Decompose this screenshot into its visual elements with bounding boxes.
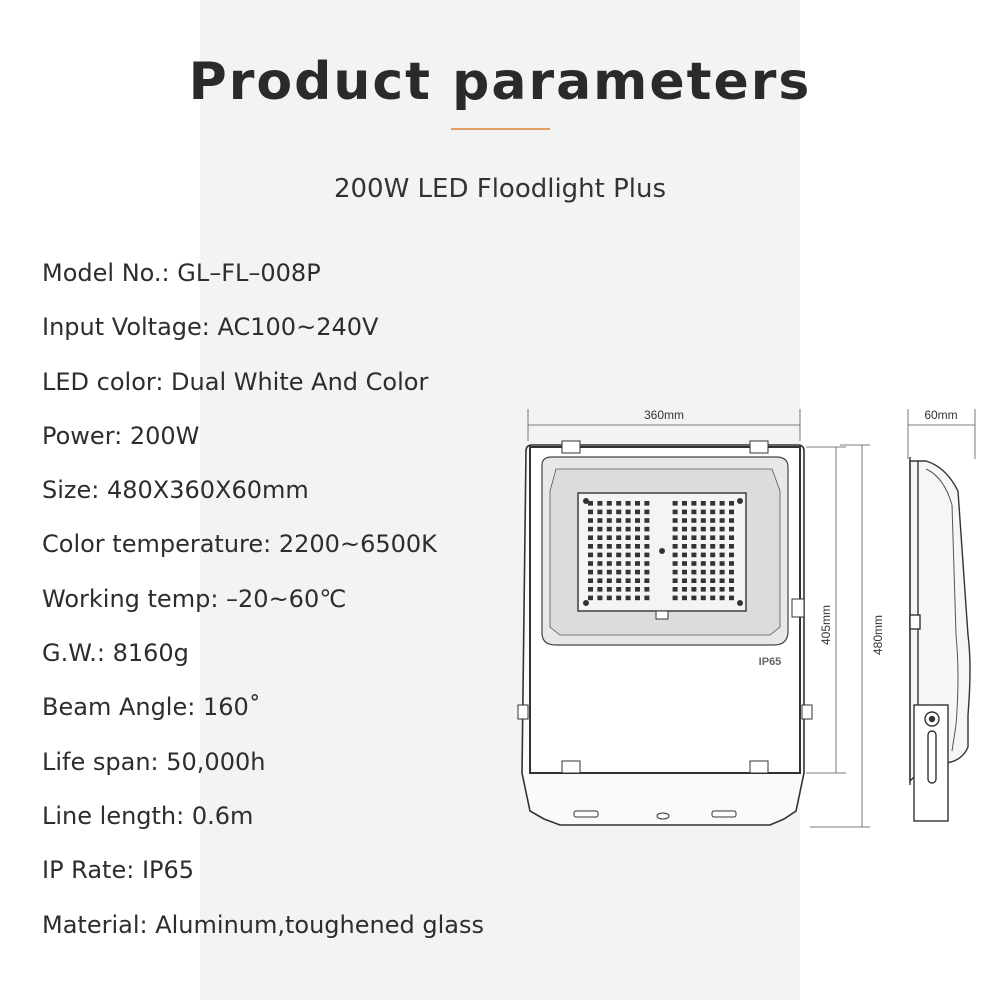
spec-row: [42, 363, 484, 417]
spec-label: Model No.: [42, 259, 162, 287]
spec-separator: :: [139, 910, 156, 939]
led-chip: [720, 578, 725, 583]
spec-value: 480X360X60mm: [106, 476, 309, 505]
spec-separator: :: [114, 421, 130, 450]
led-chip: [588, 570, 593, 575]
depth-label: 60mm: [924, 408, 958, 422]
led-chip: [710, 596, 715, 601]
led-chip: [597, 587, 602, 592]
led-chip: [635, 578, 640, 583]
led-chip: [701, 535, 706, 540]
led-chip: [588, 544, 593, 549]
led-chip: [607, 587, 612, 592]
led-chip: [635, 544, 640, 549]
spec-row: [42, 851, 484, 905]
led-chip: [635, 553, 640, 558]
spec-row: [42, 634, 484, 688]
led-chip: [691, 561, 696, 566]
led-chip: [644, 570, 649, 575]
led-chip: [597, 596, 602, 601]
spec-row: [42, 471, 484, 525]
led-chip: [626, 535, 631, 540]
spec-list: [42, 254, 484, 960]
led-chip: [673, 527, 678, 532]
led-chip: [720, 501, 725, 506]
led-chip: [607, 518, 612, 523]
led-chip: [597, 570, 602, 575]
led-chip: [720, 553, 725, 558]
led-chip: [607, 578, 612, 583]
led-chip: [701, 501, 706, 506]
led-chip: [729, 544, 734, 549]
spec-separator: :: [91, 476, 107, 505]
led-chip: [682, 553, 687, 558]
led-chip: [626, 570, 631, 575]
spec-separator: :: [176, 801, 192, 830]
spec-value: GL–FL–008P: [177, 259, 321, 287]
led-chip: [729, 553, 734, 558]
led-chip: [701, 544, 706, 549]
spec-label: G.W.: [42, 639, 97, 668]
ip-badge: IP65: [758, 656, 782, 668]
led-chip: [701, 596, 706, 601]
led-chip: [710, 578, 715, 583]
led-chip: [729, 518, 734, 523]
led-chip: [616, 501, 621, 506]
led-chip: [673, 587, 678, 592]
led-chip: [616, 518, 621, 523]
led-chip: [616, 527, 621, 532]
led-chip: [597, 527, 602, 532]
led-chip: [720, 527, 725, 532]
led-chip: [635, 587, 640, 592]
led-chip: [626, 501, 631, 506]
led-chip: [710, 553, 715, 558]
led-chip: [607, 510, 612, 515]
spec-value: 8160g: [112, 639, 189, 668]
led-chip: [588, 518, 593, 523]
led-chip: [720, 596, 725, 601]
inner-height-label: 405mm: [819, 604, 833, 646]
led-chip: [682, 587, 687, 592]
led-chip: [682, 561, 687, 566]
spec-value: Aluminum,toughened glass: [155, 910, 484, 939]
led-chip: [626, 544, 631, 549]
led-chip: [729, 527, 734, 532]
led-chip: [626, 578, 631, 583]
led-chip: [673, 518, 678, 523]
spec-row: [42, 308, 484, 362]
spec-row: [42, 688, 484, 742]
led-chip: [701, 510, 706, 515]
spec-row: [42, 906, 484, 960]
led-chip: [710, 510, 715, 515]
led-chip: [720, 535, 725, 540]
spec-row: [42, 797, 484, 851]
led-chip: [597, 578, 602, 583]
total-height-label: 480mm: [871, 614, 885, 656]
led-chip: [616, 535, 621, 540]
led-chip: [635, 510, 640, 515]
led-chip: [720, 510, 725, 515]
led-chip: [626, 553, 631, 558]
spec-value: IP65: [141, 856, 195, 885]
led-chip: [710, 561, 715, 566]
page-title: Product parameters: [188, 52, 812, 112]
led-chip: [729, 561, 734, 566]
spec-label: Life span: [42, 747, 151, 776]
led-chip: [682, 578, 687, 583]
led-chip: [710, 501, 715, 506]
spec-value: –20~60℃: [226, 584, 347, 613]
spec-label: Input Voltage: [42, 313, 202, 342]
spec-separator: :: [210, 584, 227, 613]
led-chip: [682, 501, 687, 506]
spec-row: [42, 743, 484, 797]
led-chip: [701, 561, 706, 566]
led-chip: [644, 501, 649, 506]
led-chip: [626, 527, 631, 532]
led-chip: [616, 544, 621, 549]
led-chip: [597, 518, 602, 523]
spec-separator: :: [155, 367, 172, 396]
led-chip: [682, 596, 687, 601]
led-chip: [691, 544, 696, 549]
led-chip: [607, 596, 612, 601]
led-chip: [729, 570, 734, 575]
led-chip: [729, 578, 734, 583]
led-chip: [597, 501, 602, 506]
led-chip: [607, 527, 612, 532]
led-chip: [691, 553, 696, 558]
led-chip: [701, 518, 706, 523]
led-chip: [682, 518, 687, 523]
led-chip: [607, 570, 612, 575]
led-chip: [635, 501, 640, 506]
led-chip: [673, 596, 678, 601]
led-chip: [682, 570, 687, 575]
led-chip: [616, 570, 621, 575]
led-chip: [720, 518, 725, 523]
led-chip: [607, 553, 612, 558]
led-chip: [597, 544, 602, 549]
spec-label: Working temp: [42, 584, 211, 613]
led-chip: [729, 510, 734, 515]
spec-separator: :: [96, 639, 113, 668]
led-chip: [720, 570, 725, 575]
led-chip: [710, 518, 715, 523]
side-view: [910, 457, 970, 821]
led-chip: [626, 587, 631, 592]
led-chip: [635, 570, 640, 575]
led-chip: [635, 518, 640, 523]
product-diagram: [500, 395, 990, 840]
led-chip: [682, 535, 687, 540]
led-chip: [626, 518, 631, 523]
led-chip: [691, 587, 696, 592]
spec-label: IP Rate: [42, 856, 127, 885]
led-chip: [588, 561, 593, 566]
spec-value: 160˚: [202, 693, 261, 722]
led-chip: [710, 527, 715, 532]
led-chip: [691, 527, 696, 532]
led-chip: [691, 501, 696, 506]
led-chip: [607, 535, 612, 540]
led-chip: [616, 561, 621, 566]
led-chip: [701, 578, 706, 583]
spec-label: Material: [42, 910, 140, 939]
spec-value: Dual White And Color: [171, 367, 429, 396]
led-chip: [626, 510, 631, 515]
led-chip: [626, 596, 631, 601]
led-chip: [710, 544, 715, 549]
led-chip: [720, 561, 725, 566]
led-chip: [710, 570, 715, 575]
led-chip: [682, 527, 687, 532]
led-chip: [691, 596, 696, 601]
led-chip: [597, 535, 602, 540]
led-chip: [710, 535, 715, 540]
led-chip: [597, 561, 602, 566]
led-chip: [710, 587, 715, 592]
led-chip: [729, 596, 734, 601]
width-label: 360mm: [643, 408, 685, 422]
led-chip: [616, 587, 621, 592]
led-chip: [691, 535, 696, 540]
led-chip: [635, 596, 640, 601]
led-chip: [597, 553, 602, 558]
floodlight-drawing: [500, 395, 990, 840]
led-chip: [701, 553, 706, 558]
spec-label: Beam Angle: [42, 693, 188, 722]
spec-label: Color temperature: [42, 530, 264, 559]
led-chip: [644, 510, 649, 515]
led-chip: [588, 553, 593, 558]
led-chip: [616, 510, 621, 515]
spec-separator: :: [263, 530, 279, 559]
spec-row: [42, 254, 484, 308]
led-chip: [644, 596, 649, 601]
led-chip: [682, 544, 687, 549]
led-chip: [644, 553, 649, 558]
led-chip: [635, 535, 640, 540]
led-chip: [588, 596, 593, 601]
led-chip: [626, 561, 631, 566]
spec-row: [42, 580, 484, 634]
spec-value: 200W: [129, 421, 200, 450]
led-chip: [720, 544, 725, 549]
spec-value: 50,000h: [166, 747, 266, 776]
led-chip: [644, 535, 649, 540]
led-chip: [635, 561, 640, 566]
led-chip: [701, 587, 706, 592]
led-chip: [644, 544, 649, 549]
led-chip: [644, 578, 649, 583]
led-chip: [673, 578, 678, 583]
led-chip: [607, 501, 612, 506]
led-chip: [673, 535, 678, 540]
led-chip: [701, 527, 706, 532]
led-chip: [673, 501, 678, 506]
spec-separator: :: [187, 693, 203, 722]
spec-separator: :: [201, 313, 218, 342]
led-chip: [644, 587, 649, 592]
spec-value: AC100~240V: [217, 313, 379, 342]
spec-row: [42, 417, 484, 471]
spec-separator: :: [126, 856, 142, 885]
led-chip: [673, 544, 678, 549]
led-chip: [673, 561, 678, 566]
led-chip: [644, 518, 649, 523]
led-chip: [691, 570, 696, 575]
led-chip: [644, 527, 649, 532]
spec-separator: :: [150, 747, 167, 776]
led-chip: [673, 570, 678, 575]
product-name: 200W LED Floodlight Plus: [333, 174, 667, 204]
spec-label: Size: [42, 476, 92, 505]
led-chip: [588, 587, 593, 592]
led-chip: [597, 510, 602, 515]
led-chip: [729, 501, 734, 506]
led-chip: [729, 587, 734, 592]
spec-label: LED color: [42, 367, 156, 396]
spec-label: Power: [42, 421, 115, 450]
led-chip: [616, 596, 621, 601]
led-chip: [729, 535, 734, 540]
led-chip: [588, 527, 593, 532]
led-chip: [673, 510, 678, 515]
led-chip: [720, 587, 725, 592]
spec-row: [42, 525, 484, 579]
led-chip: [588, 510, 593, 515]
spec-separator: :: [161, 259, 178, 287]
led-chip: [588, 535, 593, 540]
led-chip: [607, 544, 612, 549]
led-chip: [616, 553, 621, 558]
led-chip: [691, 518, 696, 523]
led-chip: [607, 561, 612, 566]
title-underline: [451, 128, 550, 130]
led-chip: [691, 510, 696, 515]
spec-label: Line length: [42, 801, 177, 830]
led-chip: [701, 570, 706, 575]
spec-value: 0.6m: [191, 801, 254, 830]
led-chip: [588, 578, 593, 583]
led-chip: [691, 578, 696, 583]
led-chip: [644, 561, 649, 566]
led-chip: [635, 527, 640, 532]
led-chip: [682, 510, 687, 515]
led-chip: [673, 553, 678, 558]
led-chip: [616, 578, 621, 583]
spec-value: 2200~6500K: [278, 530, 437, 559]
